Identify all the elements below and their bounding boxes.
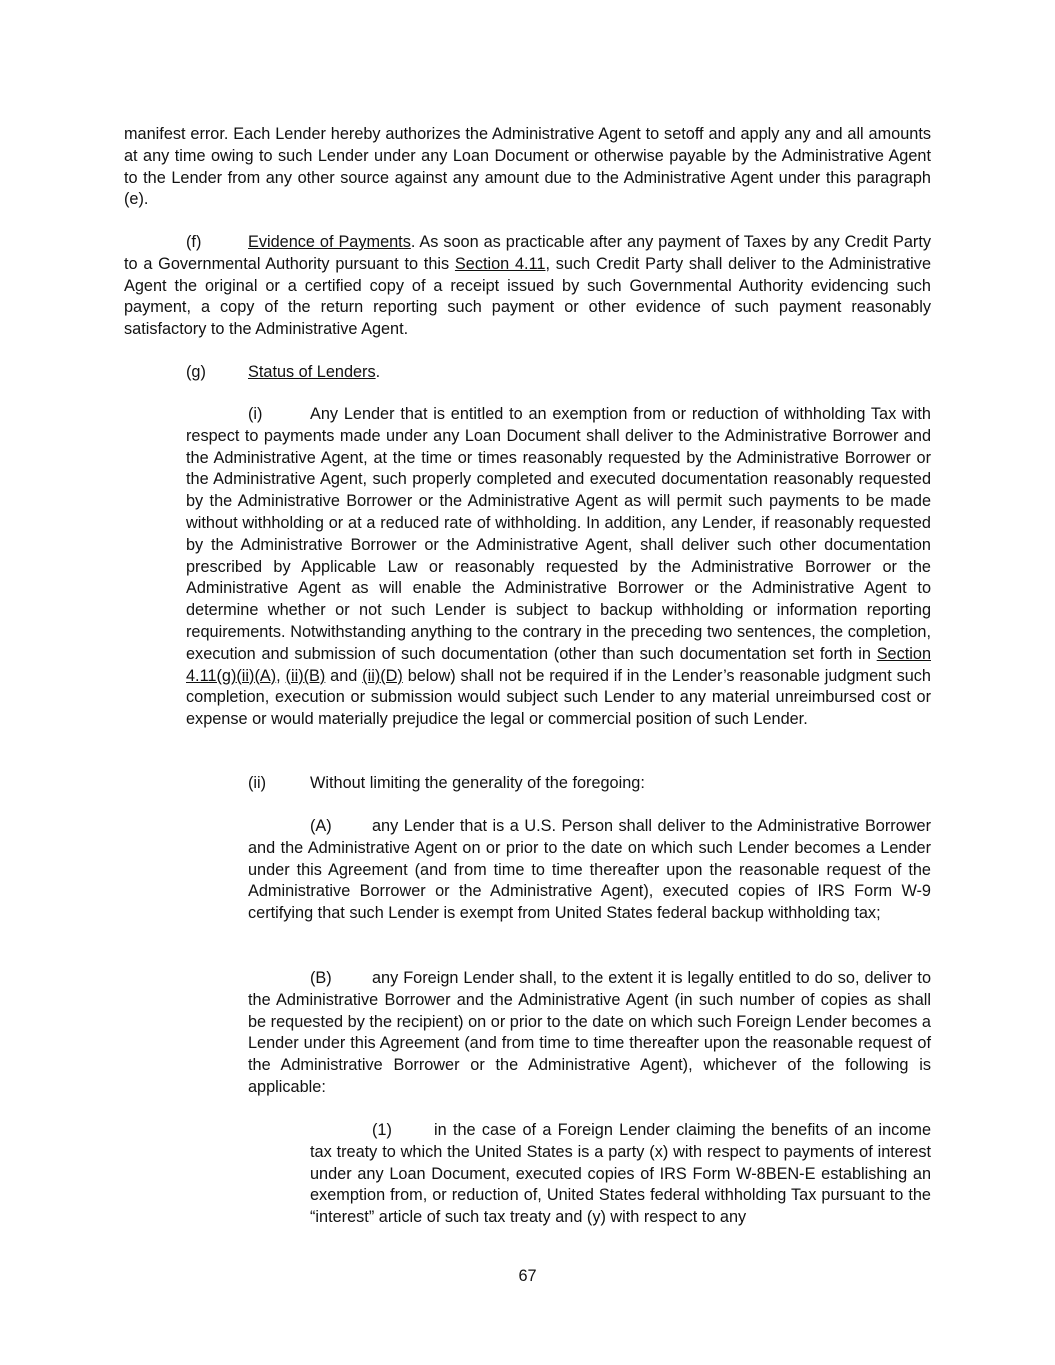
paragraph-label: (1) [372, 1121, 392, 1139]
paragraph-label: (g) [186, 363, 206, 381]
section-reference: (ii)(D) [362, 666, 403, 685]
section-heading: Evidence of Payments [248, 233, 411, 251]
paragraph-label: (i) [248, 405, 263, 423]
section-reference: Section 4.11(g)(ii)(A) [186, 644, 931, 685]
section-reference: (ii)(B) [285, 666, 326, 685]
section-reference: Section 4.11 [454, 254, 546, 273]
paragraph-g-i: (i) Any Lender that is entitled to an exemption from or reduction of withholding Tax with respect to payments made under any Loan Document shall deliver to the Administrative Borrower and the Administrative Agent, at the time or times reasonably requested by the Administrative Borrower or the Administrative Agent, such properly completed and executed documentation reasonably requested by the Administrative Borrower or the Administrative Agent as will permit such payments to be made without withholding or at a reduced rate of withholding. In addition, any Lender, if reasonably requested by the Administrative Borrower or the Administrative Agent, shall deliver such other documentation prescribed by Applicable Law or reasonably requested by the Administrative Borrower or the Administrative Agent as will enable the Administrative Borrower or the Administrative Agent to determine whether or not such Lender is subject to backup withholding or information reporting requirements. Notwithstanding anything to the contrary in the preceding two sentences, the completion, execution and submission of such documentation (other than such documentation set forth in Section 4.11(g)(ii)(A), (ii)(B) and (ii)(D) below) shall not be required if in the Lender’s reasonable judgment such completion, execution or submission would subject such Lender to any material unreimbursed cost or expense or would materially prejudice the legal or commercial position of such Lender. [186, 405, 931, 729]
paragraph-g: (g) Status of Lenders. [186, 362, 931, 384]
paragraph-f: (f) Evidence of Payments. As soon as practicable after any payment of Taxes by any Credit Party to a Governmental Authority pursuant to this Section 4.11, such Credit Party shall deliver to the Administrative Agent the original or a certified copy of a receipt issued by such Governmental Authority evidencing such payment, a copy of the return reporting such payment or other evidence of such payment reasonably satisfactory to the Administrative Agent. [124, 233, 931, 339]
paragraph-label: (A) [310, 817, 332, 835]
paragraph-label: (f) [186, 233, 202, 251]
paragraph-B: (B) any Foreign Lender shall, to the extent it is legally entitled to do so, deliver to the Administrative Borrower and the Administrative Agent (in such number of copies as shall be requested by the recipient) on or prior to the date on which such Foreign Lender becomes a Lender under this Agreement (and from time to time thereafter upon the reasonable request of the Administrative Borrower or the Administrative Agent), whichever of the following is applicable: [248, 969, 931, 1096]
paragraph-label: (ii) [248, 774, 267, 792]
paragraph-1: (1) in the case of a Foreign Lender claiming the benefits of an income tax treaty to which the United States is a party (x) with respect to payments of interest under any Loan Document, executed copies of IRS Form W-8BEN-E establishing an exemption from, or reduction of, United States federal withholding Tax pursuant to the “interest” article of such tax treaty and (y) with respect to any [310, 1121, 931, 1227]
paragraph-e-continuation: manifest error. Each Lender hereby authorizes the Administrative Agent to setoff and apply any and all amounts at any time owing to such Lender under any Loan Document or otherwise payable by the Administrative Agent to the Lender from any other source against any amount due to the Administrative Agent under this paragraph (e). [124, 125, 931, 209]
section-heading: Status of Lenders [248, 363, 376, 381]
paragraph-A: (A) any Lender that is a U.S. Person shall deliver to the Administrative Borrower and the Administrative Agent on or prior to the date on which such Lender becomes a Lender under this Agreement (and from time to time thereafter upon the reasonable request of the Administrative Borrower or the Administrative Agent), executed copies of IRS Form W-9 certifying that such Lender is exempt from United States federal backup withholding tax; [248, 817, 931, 923]
paragraph-g-ii: (ii) Without limiting the generality of the foregoing: [248, 773, 931, 795]
paragraph-label: (B) [310, 969, 332, 987]
page-number: 67 [518, 1267, 537, 1285]
